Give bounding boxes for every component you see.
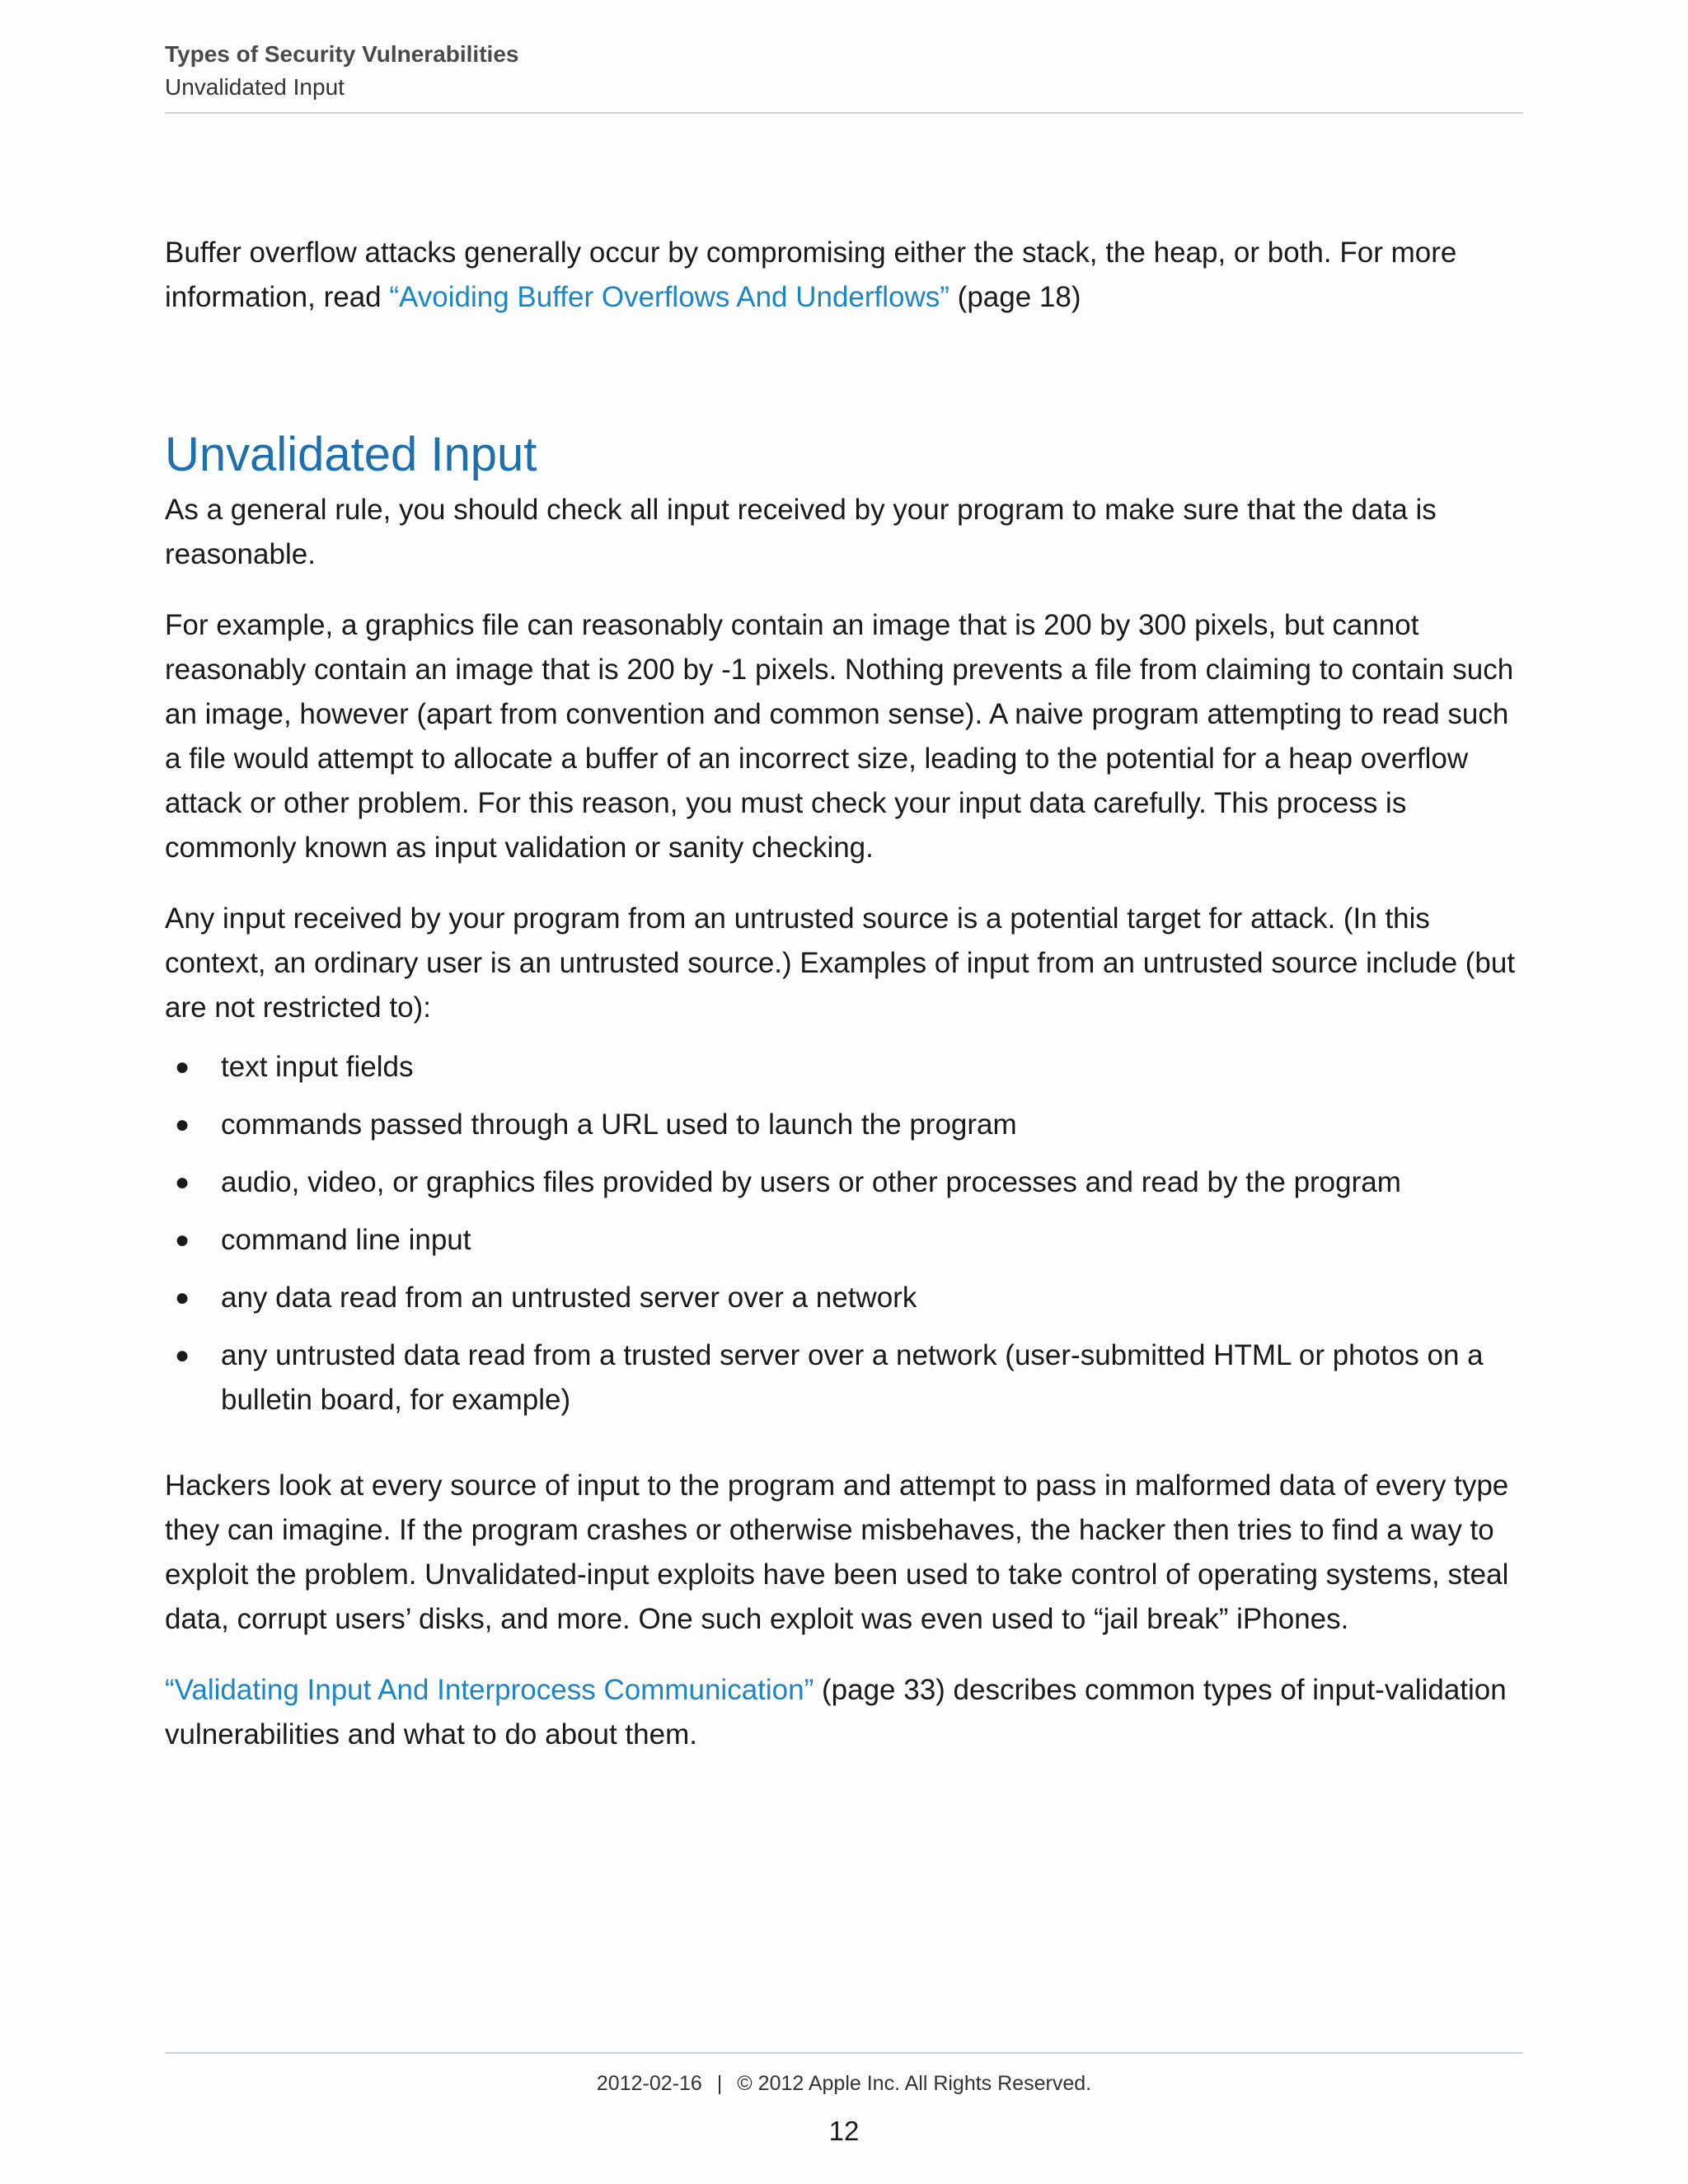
- paragraph-general-rule: As a general rule, you should check all input received by your program to make sure that the data is reasonable.: [165, 494, 1437, 570]
- list-item: [165, 1160, 1523, 1205]
- list-item: [165, 1333, 1523, 1422]
- buffer-overflows-link[interactable]: “Avoiding Buffer Overflows And Underflows”: [389, 281, 950, 313]
- list-item-text: commands passed through a URL used to launch the program: [221, 1108, 1017, 1141]
- header-section-title: Unvalidated Input: [165, 74, 345, 100]
- paragraph-untrusted-sources: Any input received by your program from an untrusted source is a potential target for attack. (In this context, an ordinary user is an untrusted source.) Examples of input from an untrusted source include (but are not restricted to):: [165, 902, 1516, 1024]
- footer-copyright: © 2012 Apple Inc. All Rights Reserved.: [737, 2072, 1092, 2095]
- intro-block: [165, 231, 1523, 320]
- validating-input-link[interactable]: “Validating Input And Interprocess Communication”: [165, 1674, 814, 1706]
- bullet-icon: ●: [175, 1111, 190, 1138]
- document-page: [165, 0, 1523, 2184]
- list-item: [165, 1103, 1523, 1147]
- list-item-text: text input fields: [221, 1051, 414, 1083]
- page-number: 12: [828, 2116, 860, 2146]
- list-item-text: audio, video, or graphics files provided by users or other processes and read by the program: [221, 1166, 1401, 1198]
- footer-copyright-line: [165, 2067, 1523, 2100]
- paragraph-graphics-example: For example, a graphics file can reasonably contain an image that is 200 by 300 pixels, but cannot reasonably contain an image that is 200 by -1 pixels. Nothing prevents a file from claiming to contain such an image, however (apart from convention and common sense). A naive program attempting to read such a file would attempt to allocate a buffer of an incorrect size, leading to the potential for a heap overflow attack or other problem. For this reason, you must check your input data carefully. This process is commonly known as input validation or sanity checking.: [165, 609, 1514, 864]
- page-footer: [165, 2052, 1523, 2151]
- footer-date: 2012-02-16: [596, 2072, 702, 2095]
- list-item-text: command line input: [221, 1224, 471, 1256]
- footer-separator: |: [716, 2072, 723, 2095]
- list-item-text: any untrusted data read from a trusted server over a network (user-submitted HTML or photos on a bulletin board, for example): [221, 1339, 1484, 1416]
- list-item: [165, 1045, 1523, 1090]
- header-chapter-title: Types of Security Vulnerabilities: [165, 41, 519, 67]
- intro-paragraph: [165, 231, 1523, 320]
- list-item-text: any data read from an untrusted server over a network: [221, 1282, 917, 1314]
- bullet-icon: ●: [175, 1342, 190, 1369]
- bullet-icon: ●: [175, 1226, 190, 1254]
- validating-input-text: (page 33) describes common types of input-validation vulnerabilities and what to do about them.: [165, 1674, 1507, 1750]
- paragraph-hackers: Hackers look at every source of input to the program and attempt to pass in malformed data of every type they can imagine. If the program crashes or otherwise misbehaves, the hacker then tries to find a way to exploit the problem. Unvalidated-input exploits have been used to take control of operating systems, steal data, corrupt users’ disks, and more. One such exploit was even used to “jail break” iPhones.: [165, 1469, 1509, 1635]
- list-item: [165, 1218, 1523, 1263]
- section-heading: Unvalidated Input: [165, 428, 537, 481]
- bullet-icon: ●: [175, 1284, 190, 1311]
- paragraph-validating-input: [165, 1668, 1523, 1757]
- untrusted-input-list: [165, 1045, 1523, 1422]
- list-item: [165, 1276, 1523, 1320]
- intro-text: Buffer overflow attacks generally occur by compromising either the stack, the heap, or both. For more information, read: [165, 237, 1457, 313]
- intro-page-ref: (page 18): [949, 281, 1081, 313]
- bullet-icon: ●: [175, 1169, 190, 1196]
- page-header: [165, 38, 1523, 114]
- unvalidated-input-section: [165, 422, 1523, 1757]
- bullet-icon: ●: [175, 1053, 190, 1080]
